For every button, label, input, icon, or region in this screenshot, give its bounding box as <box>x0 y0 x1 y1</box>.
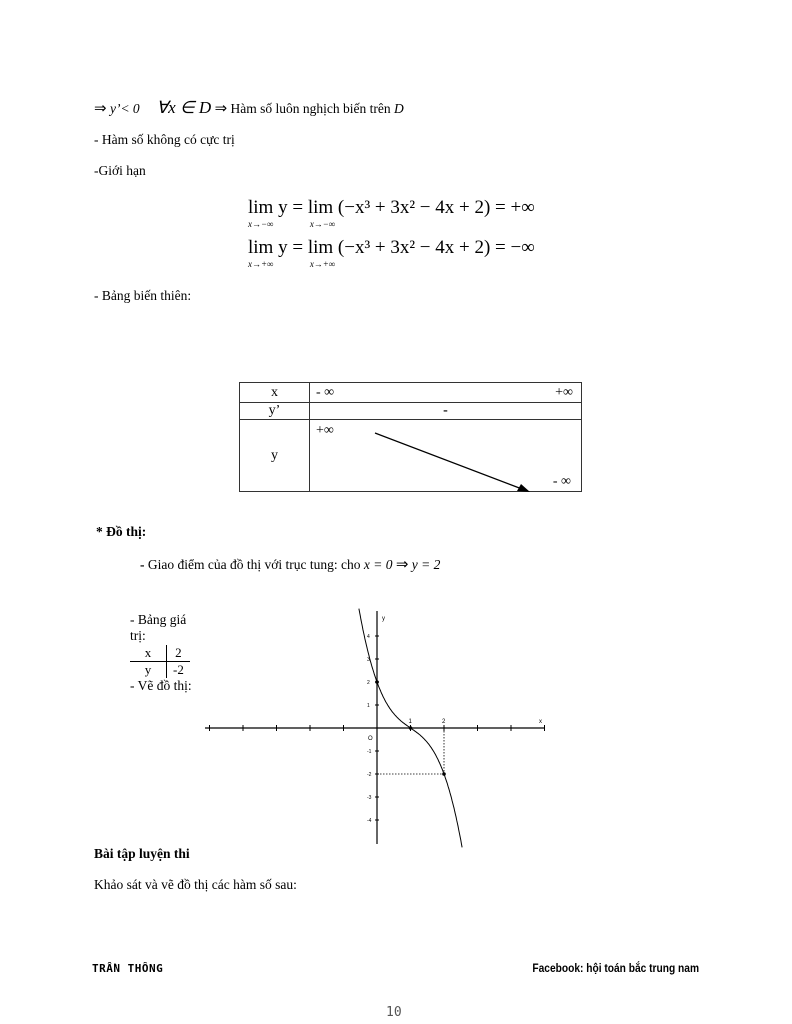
variation-heading: - Bảng biến thiên: <box>94 288 192 303</box>
vt-x-right: +∞ <box>555 385 573 400</box>
variation-table <box>239 382 582 492</box>
limit-eq: = <box>292 197 304 218</box>
decreasing-text: Hàm số luôn nghịch biến trên <box>230 101 391 116</box>
vt2-x-label: x <box>130 645 167 662</box>
limit-lhs-sub: x→−∞ <box>248 219 274 229</box>
exercises-text: Khảo sát và vẽ đồ thị các hàm số sau: <box>94 877 297 892</box>
page-number: 10 <box>386 1005 402 1020</box>
y-tick-label: 1 <box>367 703 370 709</box>
graph-heading: * Đồ thị: <box>96 524 147 539</box>
limit-rhs: lim (−x³ + 3x² − 4x + 2) = −∞ <box>307 237 535 258</box>
marked-point <box>442 772 446 776</box>
origin-label: O <box>368 736 373 742</box>
draw-label: - Vẽ đồ thị: <box>130 678 192 693</box>
derivative-expr: y’< 0 <box>109 101 140 116</box>
vt-x-left: - ∞ <box>316 385 335 400</box>
domain-symbol: D <box>394 101 404 116</box>
values-heading: - Bảng giá trị: <box>130 612 187 643</box>
limit-rhs-sub: x→−∞ <box>309 219 336 229</box>
limits-heading: -Giới hạn <box>94 163 146 178</box>
footer-author: TRẦN THÔNG <box>92 962 164 975</box>
limit-eq: = <box>292 237 304 258</box>
limit-rhs-sub: x→+∞ <box>309 259 336 269</box>
vt-y-top: +∞ <box>316 423 334 438</box>
x-axis-label: x <box>539 719 542 725</box>
vt-x-label: x <box>240 383 310 403</box>
limit-lhs-sub: x→+∞ <box>248 259 274 269</box>
footer-facebook: Facebook: hội toán bắc trung nam <box>532 961 699 975</box>
function-graph <box>205 608 555 848</box>
vt-y-row <box>310 420 582 492</box>
y-tick-label: 2 <box>367 680 370 686</box>
marked-point <box>409 726 413 730</box>
y-tick-label: 4 <box>367 634 370 640</box>
vt2-x-value: 2 <box>175 645 182 660</box>
vt2-y-label: y <box>130 662 167 679</box>
marked-point <box>375 680 379 684</box>
vt-x-row <box>310 383 582 403</box>
vt-y-bottom: - ∞ <box>552 474 571 489</box>
limit-row-1 <box>248 197 535 229</box>
decreasing-statement <box>94 98 404 118</box>
x-tick-label: 2 <box>442 719 446 725</box>
intercept-prefix: - <box>140 557 145 572</box>
y-tick-label: -1 <box>367 749 372 755</box>
y-tick-label: -3 <box>367 795 372 801</box>
vt-y-label: y <box>240 420 310 492</box>
limit-rhs: lim (−x³ + 3x² − 4x + 2) = +∞ <box>307 197 535 218</box>
implies-symbol: ⇒ <box>94 101 107 117</box>
x-tick-label: 1 <box>408 719 412 725</box>
no-extrema-text: - Hàm số không có cực trị <box>94 132 235 147</box>
limit-lhs: lim y <box>248 237 288 258</box>
intercept-text: Giao điểm của đồ thị với trục tung: cho <box>147 557 361 572</box>
implies-symbol: ⇒ <box>214 101 228 117</box>
y-tick-label: -2 <box>367 772 372 778</box>
exercises-heading: Bài tập luyện thi <box>94 846 190 861</box>
vt-yp-sign: - <box>310 403 582 420</box>
vt2-y-value: -2 <box>173 662 184 677</box>
intercept-line <box>140 555 440 574</box>
limit-lhs: lim y <box>248 197 288 218</box>
y-tick-label: -4 <box>367 818 372 824</box>
implies-symbol: ⇒ <box>395 557 409 573</box>
vt-yp-label: y’ <box>240 403 310 420</box>
forall-expr: ∀x ∈ D <box>156 98 212 117</box>
values-table <box>130 645 190 678</box>
values-block <box>130 612 200 694</box>
decreasing-arrow <box>310 420 582 494</box>
y-axis-label: y <box>382 616 385 622</box>
y-tick-label: 3 <box>367 657 370 663</box>
intercept-expr: x = 0 <box>363 557 393 572</box>
limit-row-2 <box>248 237 535 269</box>
intercept-result: y = 2 <box>411 557 441 572</box>
